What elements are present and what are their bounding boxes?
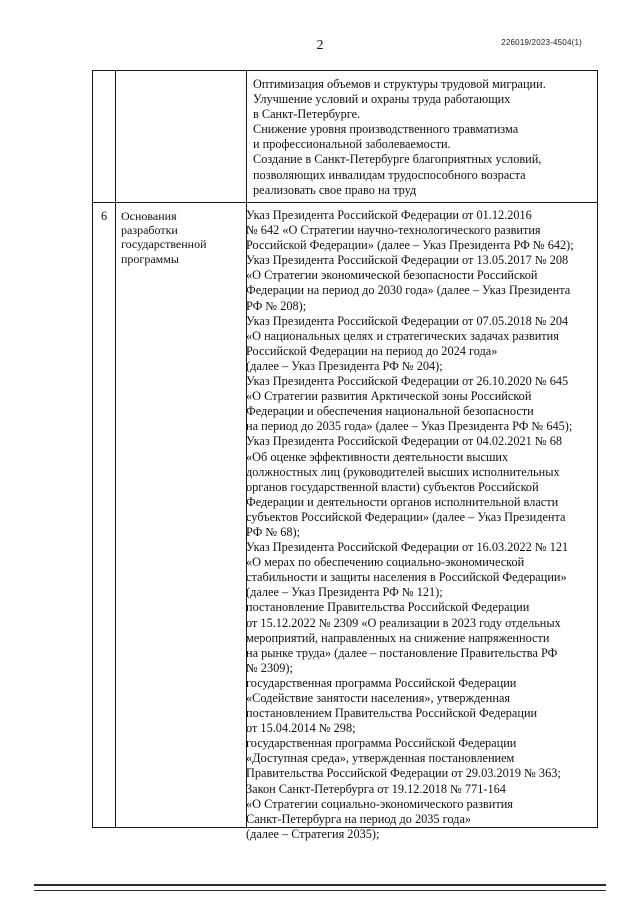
column-divider-number [115, 71, 116, 827]
page-number: 2 [316, 38, 324, 53]
footer-rule-thin [34, 890, 606, 891]
row-divider [93, 202, 597, 203]
row2-content-cell: Указ Президента Российской Федерации от 01.12.2016 № 642 «О Стратегии научно-технологического развития Российской Федерации» (далее – Указ Президента РФ № 642); Указ Президента Российской Федерации от 13.05.2017 № 208 «О Стратегии экономической безопасности Российской Федерации на период до 2030 года» (далее – Указ Президента РФ № 208); Указ Президента Российской Федерации от 07.05.2018 № 204 «О национальных целях и стратегических задачах развития Российской Федерации на период до 2024 года» (далее – Указ Президента РФ № 204); Указ Президента Российской Федерации от 26.10.2020 № 645 «О Стратегии развития Арктической зоны Российской Федерации и обеспечения национальной безопасности на период до 2035 года» (далее – Указ Президента РФ № 645); Указ Президента Российской Федерации от 04.02.2021 № 68 «Об оценке эффективности деятельности высших должностных лиц (руководителей высших исполнительных органов государственной власти) субъектов Российской Федерации и деятельности органов исполнительной власти субъектов Российской Федерации» (далее – Указ Президента РФ № 68); Указ Президента Российской Федерации от 16.03.2022 № 121 «О мерах по обеспечению социально-экономической стабильности и защиты населения в Российской Федерации» (далее – Указ Президента РФ № 121); постановление Правительства Российской Федерации от 15.12.2022 № 2309 «О реализации в 2023 году отдельных мероприятий, направленных на снижение напряженности на рынке труда» (далее – постановление Правительства РФ № 2309); государственная программа Российской Федерации «Содействие занятости населения», утвержденная постановлением Правительства Российской Федерации от 15.04.2014 № 298; государственная программа Российской Федерации «Доступная среда», утвержденная постановлением Правительства Российской Федерации от 29.03.2019 № 363; Закон Санкт-Петербурга от 19.12.2018 № 771-164 «О Стратегии социально-экономического развития Санкт-Петербурга на период до 2035 года» (далее – Стратегия 2035); [246, 208, 574, 841]
footer-rule-thick [34, 884, 606, 886]
row2-title-cell: Основания разработки государственной программы [121, 209, 207, 266]
document-registration-code: 226019/2023-4504(1) [501, 38, 582, 47]
row1-content-cell: Оптимизация объемов и структуры трудовой миграции. Улучшение условий и охраны труда работающих в Санкт-Петербурге. Снижение уровня производственного травматизма и профессиональной заболеваемости. Создание в Санкт-Петербурге благоприятных условий, позволяющих инвалидам трудоспособного возраста реализовать свое право на труд [253, 77, 546, 197]
program-passport-table [92, 70, 598, 841]
row2-number-cell: 6 [101, 209, 108, 223]
